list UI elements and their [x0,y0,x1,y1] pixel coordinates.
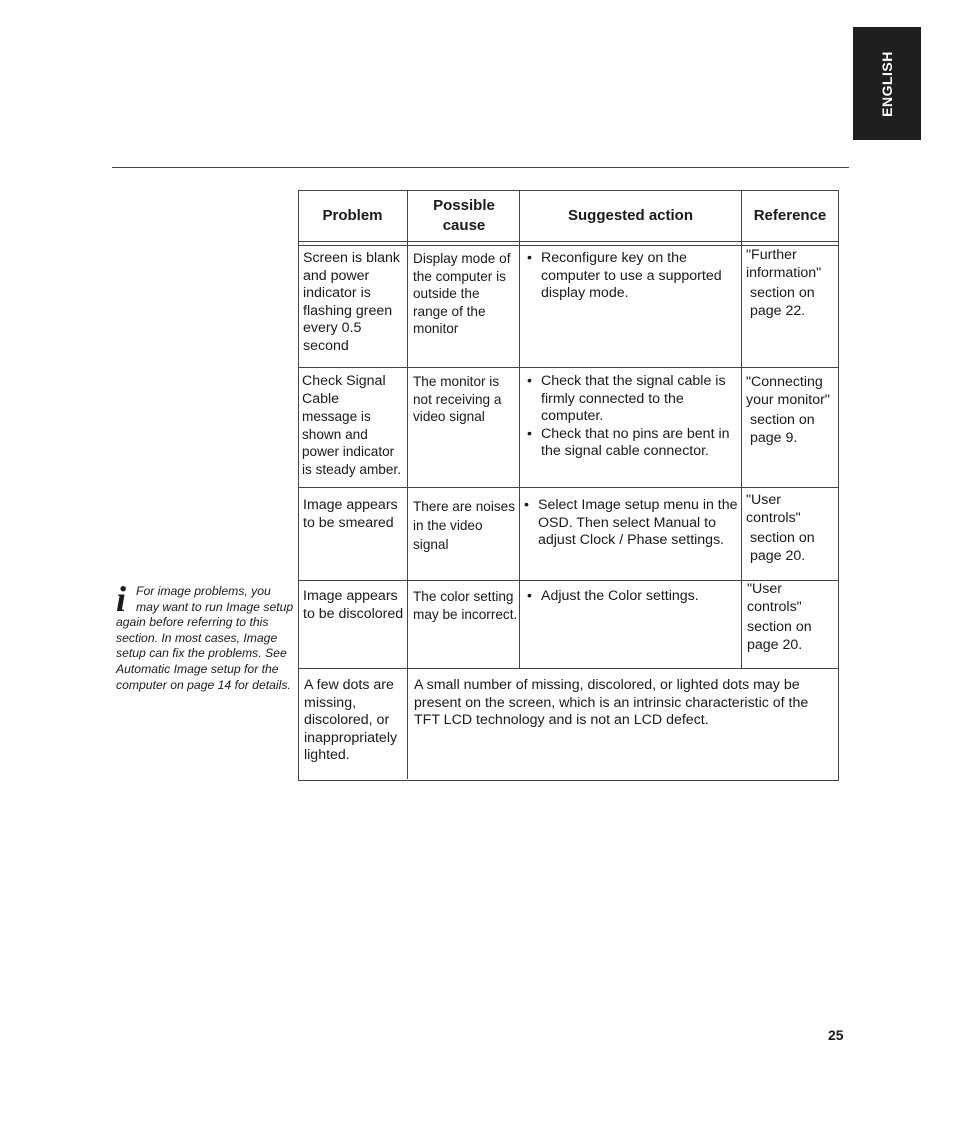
row1-reference-page: section on page 22. [750,285,815,319]
row4-action [525,588,737,606]
header-rule [112,167,849,168]
column-divider [407,190,408,779]
row3-reference-page: section on page 20. [750,530,815,564]
row1-cause: Display mode of the computer is outside the range of the monitor [413,251,511,336]
language-tab [853,27,921,140]
header-rule-2 [298,245,839,246]
row2-problem [302,373,406,478]
row2-problem-text: message is shown and power indicator is steady amber. [302,409,401,477]
row5-problem: A few dots are missing, discolored, or inappropriately lighted. [304,677,398,763]
language-tab-label: ENGLISH [879,50,895,117]
column-divider [519,190,520,668]
row4-reference [747,581,837,654]
header-rule-1 [298,241,839,242]
row2-action-item: • Check that no pins are bent in the signal cable connector. [525,426,737,461]
row4-cause: The color setting may be incorrect. [413,589,518,622]
table-border-left [298,190,299,781]
row2-cause: The monitor is not receiving a video signal [413,374,502,424]
table-border-bottom [298,780,839,781]
row2-reference [746,374,838,447]
row3-action-item: • Select Image setup menu in the OSD. Then select Manual to adjust Clock / Phase settings. [522,497,739,550]
row-divider [298,487,839,488]
row4-action-item: • Adjust the Color settings. [525,588,737,606]
info-i-icon: i [116,579,127,619]
row2-reference-title: "Connecting your monitor" [746,374,830,408]
row3-cause: There are noises in the video signal [413,499,516,552]
row4-problem: Image appears to be discolored [303,588,404,622]
row4-reference-title: "User controls" [747,581,802,615]
row1-reference-title: "Further information" [746,247,822,281]
row3-action [522,497,739,550]
troubleshooting-table [298,190,839,781]
row3-reference [746,492,836,565]
row1-action-item: • Reconfigure key on the computer to use a supported display mode. [525,250,737,303]
row-divider [298,367,839,368]
table-border-right [838,190,839,781]
row1-reference [746,247,836,320]
row5-explanation: A small number of missing, discolored, or lighted dots may be present on the screen, which is an intrinsic characteristic of the TFT LCD technology and is not an LCD defect. [414,677,809,728]
row2-action [525,373,737,461]
row2-problem-title: Check Signal Cable [302,373,386,407]
header-reference: Reference [753,206,827,224]
row2-action-item: • Check that the signal cable is firmly connected to the computer. [525,373,737,426]
header-possible-cause: Possible cause [433,196,495,234]
row2-reference-page: section on page 9. [750,412,815,446]
tip-note [116,579,294,693]
row1-problem: Screen is blank and power indicator is flashing green every 0.5 second [303,250,400,354]
tip-text: For image problems, you may want to run Image setup again before referring to this section. In most cases, Image setup can fix the problems. See Automatic Image setup for the computer on page 14 for details. [116,584,294,692]
row4-reference-page: section on page 20. [747,619,812,653]
row-divider [298,668,839,669]
row3-problem: Image appears to be smeared [303,497,398,531]
page-number: 25 [828,1027,844,1043]
row1-action [525,250,737,303]
header-suggested-action: Suggested action [567,206,694,224]
header-problem: Problem [322,206,383,224]
column-divider [741,190,742,668]
row3-reference-title: "User controls" [746,492,801,526]
